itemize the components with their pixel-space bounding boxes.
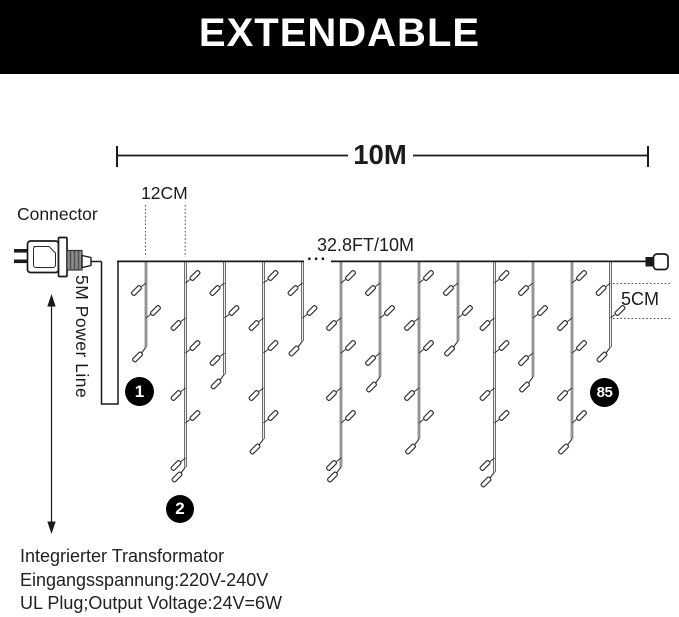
power-plug-icon xyxy=(14,238,102,277)
continuation-ellipsis: ... xyxy=(307,245,328,264)
connector-label: Connector xyxy=(17,204,98,224)
total-length-label: 10M xyxy=(353,139,407,170)
spec-line-input-voltage: Eingangsspannung:220V-240V xyxy=(20,569,269,590)
power-line-label: 5M Power Line xyxy=(72,275,92,399)
spec-text-block xyxy=(20,545,282,616)
badge-second-drop: 2 xyxy=(166,495,194,523)
bulb-spacing-label: 5CM xyxy=(621,289,660,309)
power-length-arrow-icon xyxy=(47,294,55,534)
badge-first-drop: 1 xyxy=(125,377,154,406)
spec-line-output-voltage: UL Plug;Output Voltage:24V=6W xyxy=(20,593,283,613)
badge-last-drop: 85 xyxy=(590,378,619,407)
power-cord-loop xyxy=(102,262,119,405)
string-length-label: 32.8FT/10M xyxy=(317,235,415,255)
end-connector-icon xyxy=(646,254,669,270)
icicle-drops xyxy=(131,262,626,488)
spec-line-transformer: Integrierter Transformator xyxy=(20,546,225,566)
drop-spacing-guides xyxy=(146,205,186,257)
drop-spacing-label: 12CM xyxy=(141,183,188,203)
page-title: EXTENDABLE xyxy=(198,10,481,55)
